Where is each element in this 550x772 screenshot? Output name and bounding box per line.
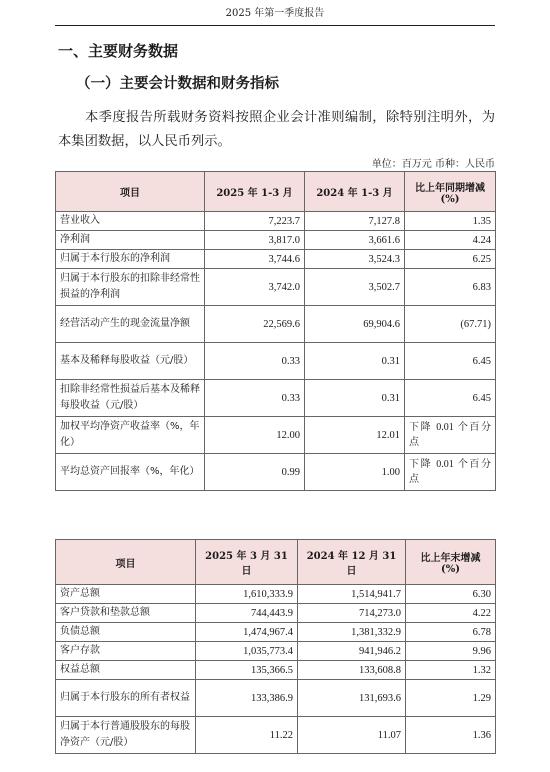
table-row: [56, 585, 496, 604]
row-value-prior: 3,661.6: [305, 231, 405, 250]
row-label: 客户存款: [56, 642, 196, 661]
row-label: 归属于本行股东的净利润: [56, 250, 205, 269]
unit-note: 单位：百万元 币种：人民币: [371, 159, 495, 170]
row-change: 6.30: [406, 585, 496, 604]
row-label: 客户贷款和垫款总额: [56, 604, 196, 623]
table-row: [56, 212, 496, 231]
row-change: 1.29: [406, 680, 496, 717]
row-value-current: 7,223.7: [205, 212, 305, 231]
row-value-prior: 7,127.8: [305, 212, 405, 231]
row-value-current: 135,366.5: [196, 661, 298, 680]
row-value-prior: 133,608.8: [298, 661, 406, 680]
running-header: 2025 年第一季度报告: [55, 5, 495, 26]
row-change: 6.78: [406, 623, 496, 642]
row-value-prior: 131,693.6: [298, 680, 406, 717]
row-value-prior: 714,273.0: [298, 604, 406, 623]
row-value-current: 12.00: [205, 417, 305, 454]
row-value-prior: 3,524.3: [305, 250, 405, 269]
row-label: 扣除非经常性损益后基本及稀释每股收益（元/股）: [56, 380, 205, 417]
row-value-prior: 1,381,332.9: [298, 623, 406, 642]
row-value-current: 3,742.0: [205, 269, 305, 306]
subsection-title: （一）主要会计数据和财务指标: [76, 75, 279, 92]
accounting-data-table: [55, 171, 496, 491]
row-label: 平均总资产回报率（%，年化）: [56, 454, 205, 491]
table-row: [56, 343, 496, 380]
row-change: 下降 0.01 个百分点: [405, 454, 496, 491]
row-change: 6.25: [405, 250, 496, 269]
table-row: [56, 604, 496, 623]
table-row: [56, 661, 496, 680]
row-change: 6.45: [405, 380, 496, 417]
row-change: 1.36: [406, 717, 496, 754]
intro-paragraph: 本季度报告所载财务资料按照企业会计准则编制，除特别注明外，为本集团数据，以人民币列示。: [58, 110, 495, 149]
row-change: (67.71): [405, 306, 496, 343]
row-label: 归属于本行股东的所有者权益: [56, 680, 196, 717]
row-value-prior: 0.31: [305, 380, 405, 417]
row-value-prior: 69,904.6: [305, 306, 405, 343]
header-item: 项目: [56, 172, 205, 212]
row-change: 9.96: [406, 642, 496, 661]
table-row: [56, 623, 496, 642]
row-change: 下降 0.01 个百分点: [405, 417, 496, 454]
row-change: 4.22: [406, 604, 496, 623]
section-title: 一、主要财务数据: [58, 42, 179, 60]
row-value-current: 1,035,773.4: [196, 642, 298, 661]
header-period-prior: 2024 年 1-3 月: [305, 172, 405, 212]
row-label: 经营活动产生的现金流量净额: [56, 306, 205, 343]
row-label: 加权平均净资产收益率（%，年化）: [56, 417, 205, 454]
table-row: [56, 417, 496, 454]
row-change: 6.45: [405, 343, 496, 380]
row-change: 1.35: [405, 212, 496, 231]
header-date-current: 2025 年 3 月 31 日: [196, 540, 298, 585]
row-value-prior: 941,946.2: [298, 642, 406, 661]
table-row: [56, 250, 496, 269]
row-value-current: 0.33: [205, 380, 305, 417]
balance-data-table: [55, 539, 496, 754]
table-row: [56, 380, 496, 417]
row-label: 营业收入: [56, 212, 205, 231]
row-value-current: 0.33: [205, 343, 305, 380]
row-label: 负债总额: [56, 623, 196, 642]
row-value-current: 744,443.9: [196, 604, 298, 623]
table-row: [56, 454, 496, 491]
row-label: 归属于本行普通股股东的每股净资产（元/股）: [56, 717, 196, 754]
header-period-current: 2025 年 1-3 月: [205, 172, 305, 212]
table-row: [56, 306, 496, 343]
row-value-current: 3,744.6: [205, 250, 305, 269]
row-value-current: 3,817.0: [205, 231, 305, 250]
row-value-current: 0.99: [205, 454, 305, 491]
row-label: 资产总额: [56, 585, 196, 604]
table-header-row: [56, 540, 496, 585]
row-change: 6.83: [405, 269, 496, 306]
row-label: 归属于本行股东的扣除非经常性损益的净利润: [56, 269, 205, 306]
table-row: [56, 231, 496, 250]
row-value-prior: 0.31: [305, 343, 405, 380]
row-value-current: 133,386.9: [196, 680, 298, 717]
table-row: [56, 269, 496, 306]
header-item: 项目: [56, 540, 196, 585]
row-value-prior: 11.07: [298, 717, 406, 754]
row-value-prior: 1.00: [305, 454, 405, 491]
row-change: 1.32: [406, 661, 496, 680]
header-change: 比上年末增减 (%): [406, 540, 496, 585]
header-date-prior: 2024 年 12 月 31 日: [298, 540, 406, 585]
table-row: [56, 680, 496, 717]
row-value-current: 11.22: [196, 717, 298, 754]
row-value-prior: 1,514,941.7: [298, 585, 406, 604]
table-row: [56, 717, 496, 754]
table-header-row: [56, 172, 496, 212]
row-label: 净利润: [56, 231, 205, 250]
row-value-prior: 3,502.7: [305, 269, 405, 306]
row-label: 基本及稀释每股收益（元/股）: [56, 343, 205, 380]
header-change: 比上年同期增减 (%): [405, 172, 496, 212]
row-value-prior: 12.01: [305, 417, 405, 454]
row-value-current: 22,569.6: [205, 306, 305, 343]
row-change: 4.24: [405, 231, 496, 250]
row-value-current: 1,474,967.4: [196, 623, 298, 642]
row-label: 权益总额: [56, 661, 196, 680]
row-value-current: 1,610,333.9: [196, 585, 298, 604]
table-row: [56, 642, 496, 661]
